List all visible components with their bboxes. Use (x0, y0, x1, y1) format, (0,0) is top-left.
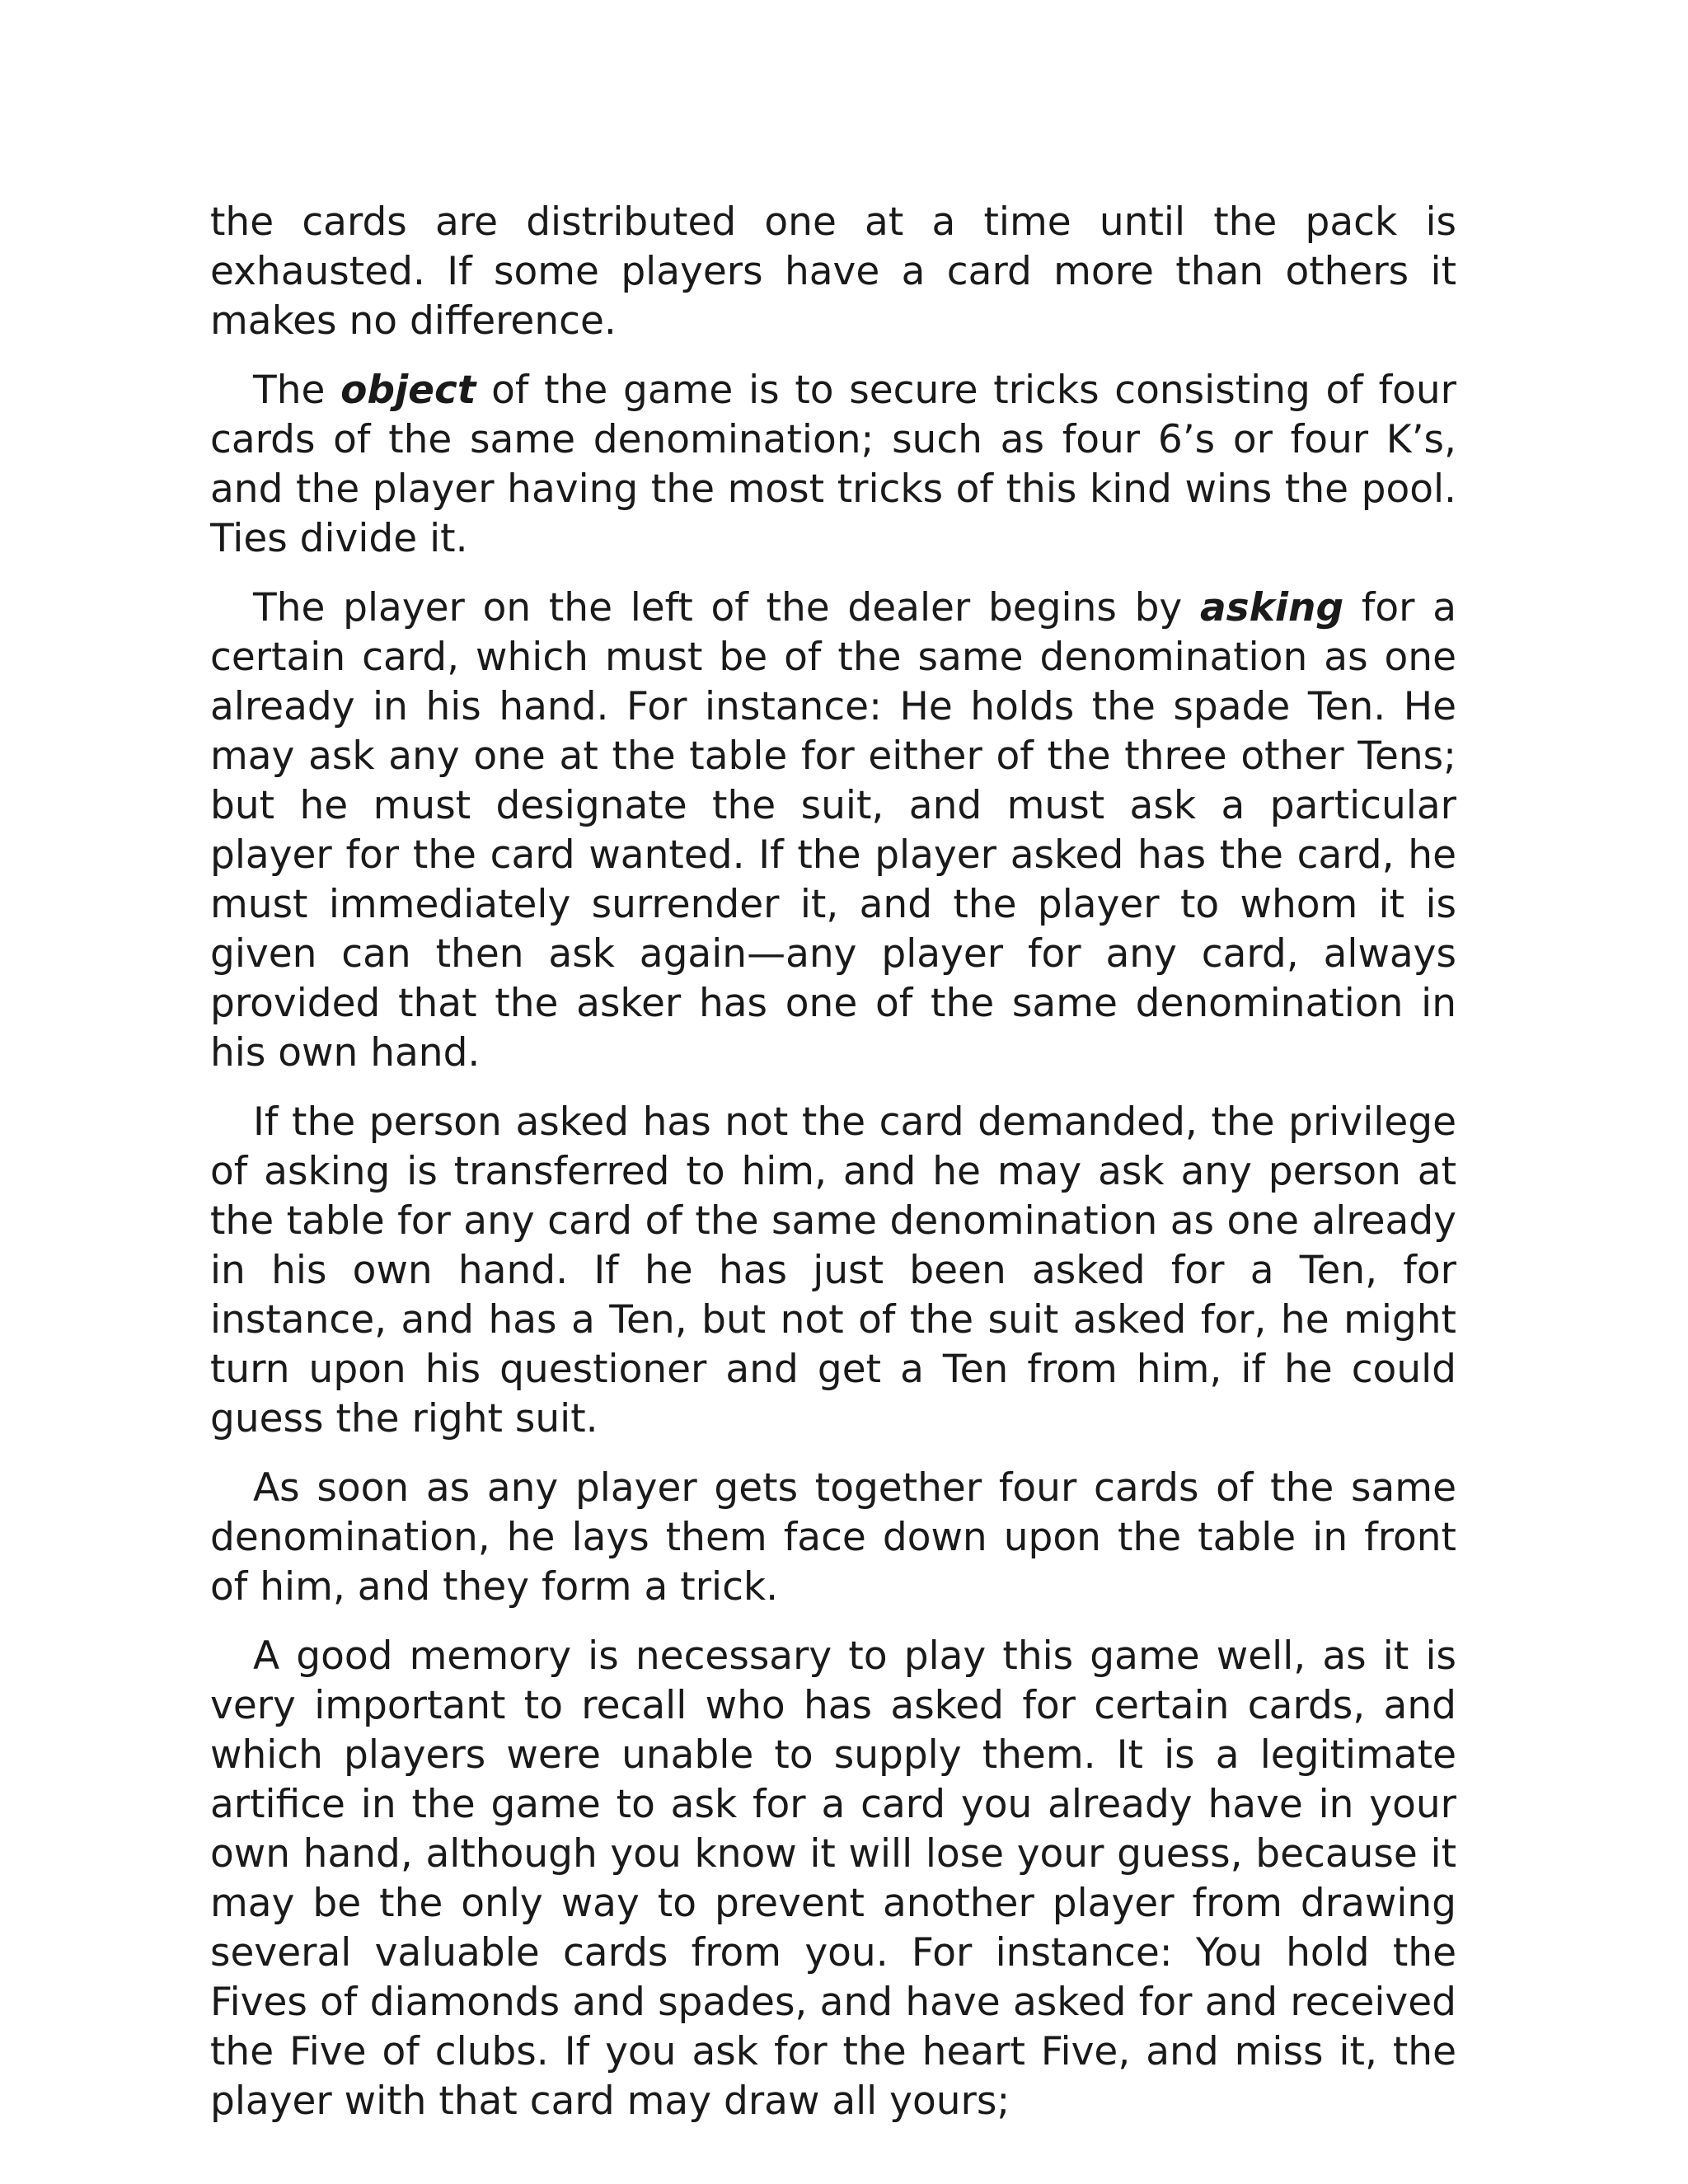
paragraph-6-text: A good memory is necessary to play this game well, as it is very important to recall who has asked for certain cards, and which players were unable to supply them. It is a legitimate artifice in the game to ask for a card you already have in your own hand, although you know it will lose your guess, because it may be the only way to prevent another player from drawing several valuable cards from you. For instance: You hold the Fives of diamonds and spades, and have asked for and received the Five of clubs. If you ask for the heart Five, and miss it, the player with that card may draw all yours; (210, 1633, 1456, 2124)
paragraph-2-text-end: of the game is to secure tricks consisting of four cards of the same denomination; such as four 6’s or four K’s, and the player having the most tricks of this kind wins the pool. Ties divide it. (210, 368, 1456, 561)
paragraph-3-text-end: for a certain card, which must be of the same denomination as one already in his hand. For instance: He holds the spade Ten. He may ask any one at the table for either of the three other Tens; but he must designate the suit, and must ask a particular player for the card wanted. If the player asked has the card, he must immediately surrender it, and the player to whom it is given can then ask again—any player for any card, always provided that the asker has one of the same denomination in his own hand. (210, 585, 1456, 1076)
paragraph-2-text-start: The (253, 368, 341, 413)
body-text (210, 198, 1456, 2146)
paragraph-4-text: If the person asked has not the card demanded, the privilege of asking is transferred to him, and he may ask any person at the table for any card of the same denomination as one already in his own hand. If he has just been asked for a Ten, for instance, and has a Ten, but not of the suit asked for, he might turn upon his questioner and get a Ten from him, if he could guess the right suit. (210, 1099, 1456, 1441)
emphasized-term-asking: asking (1199, 585, 1344, 630)
emphasized-term-object: object (340, 368, 476, 413)
paragraph-6 (210, 1632, 1456, 2126)
paragraph-4 (210, 1098, 1456, 1444)
paragraph-3-text-start: The player on the left of the dealer begins by (253, 585, 1200, 630)
paragraph-2 (210, 366, 1456, 564)
paragraph-3 (210, 583, 1456, 1078)
paragraph-5 (210, 1464, 1456, 1612)
paragraph-1 (210, 198, 1456, 346)
paragraph-5-text: As soon as any player gets together four cards of the same denomination, he lays them face down upon the table in front of him, and they form a trick. (210, 1465, 1456, 1610)
paragraph-1-text: the cards are distributed one at a time until the pack is exhausted. If some players have a card more than others it makes no difference. (210, 199, 1456, 344)
